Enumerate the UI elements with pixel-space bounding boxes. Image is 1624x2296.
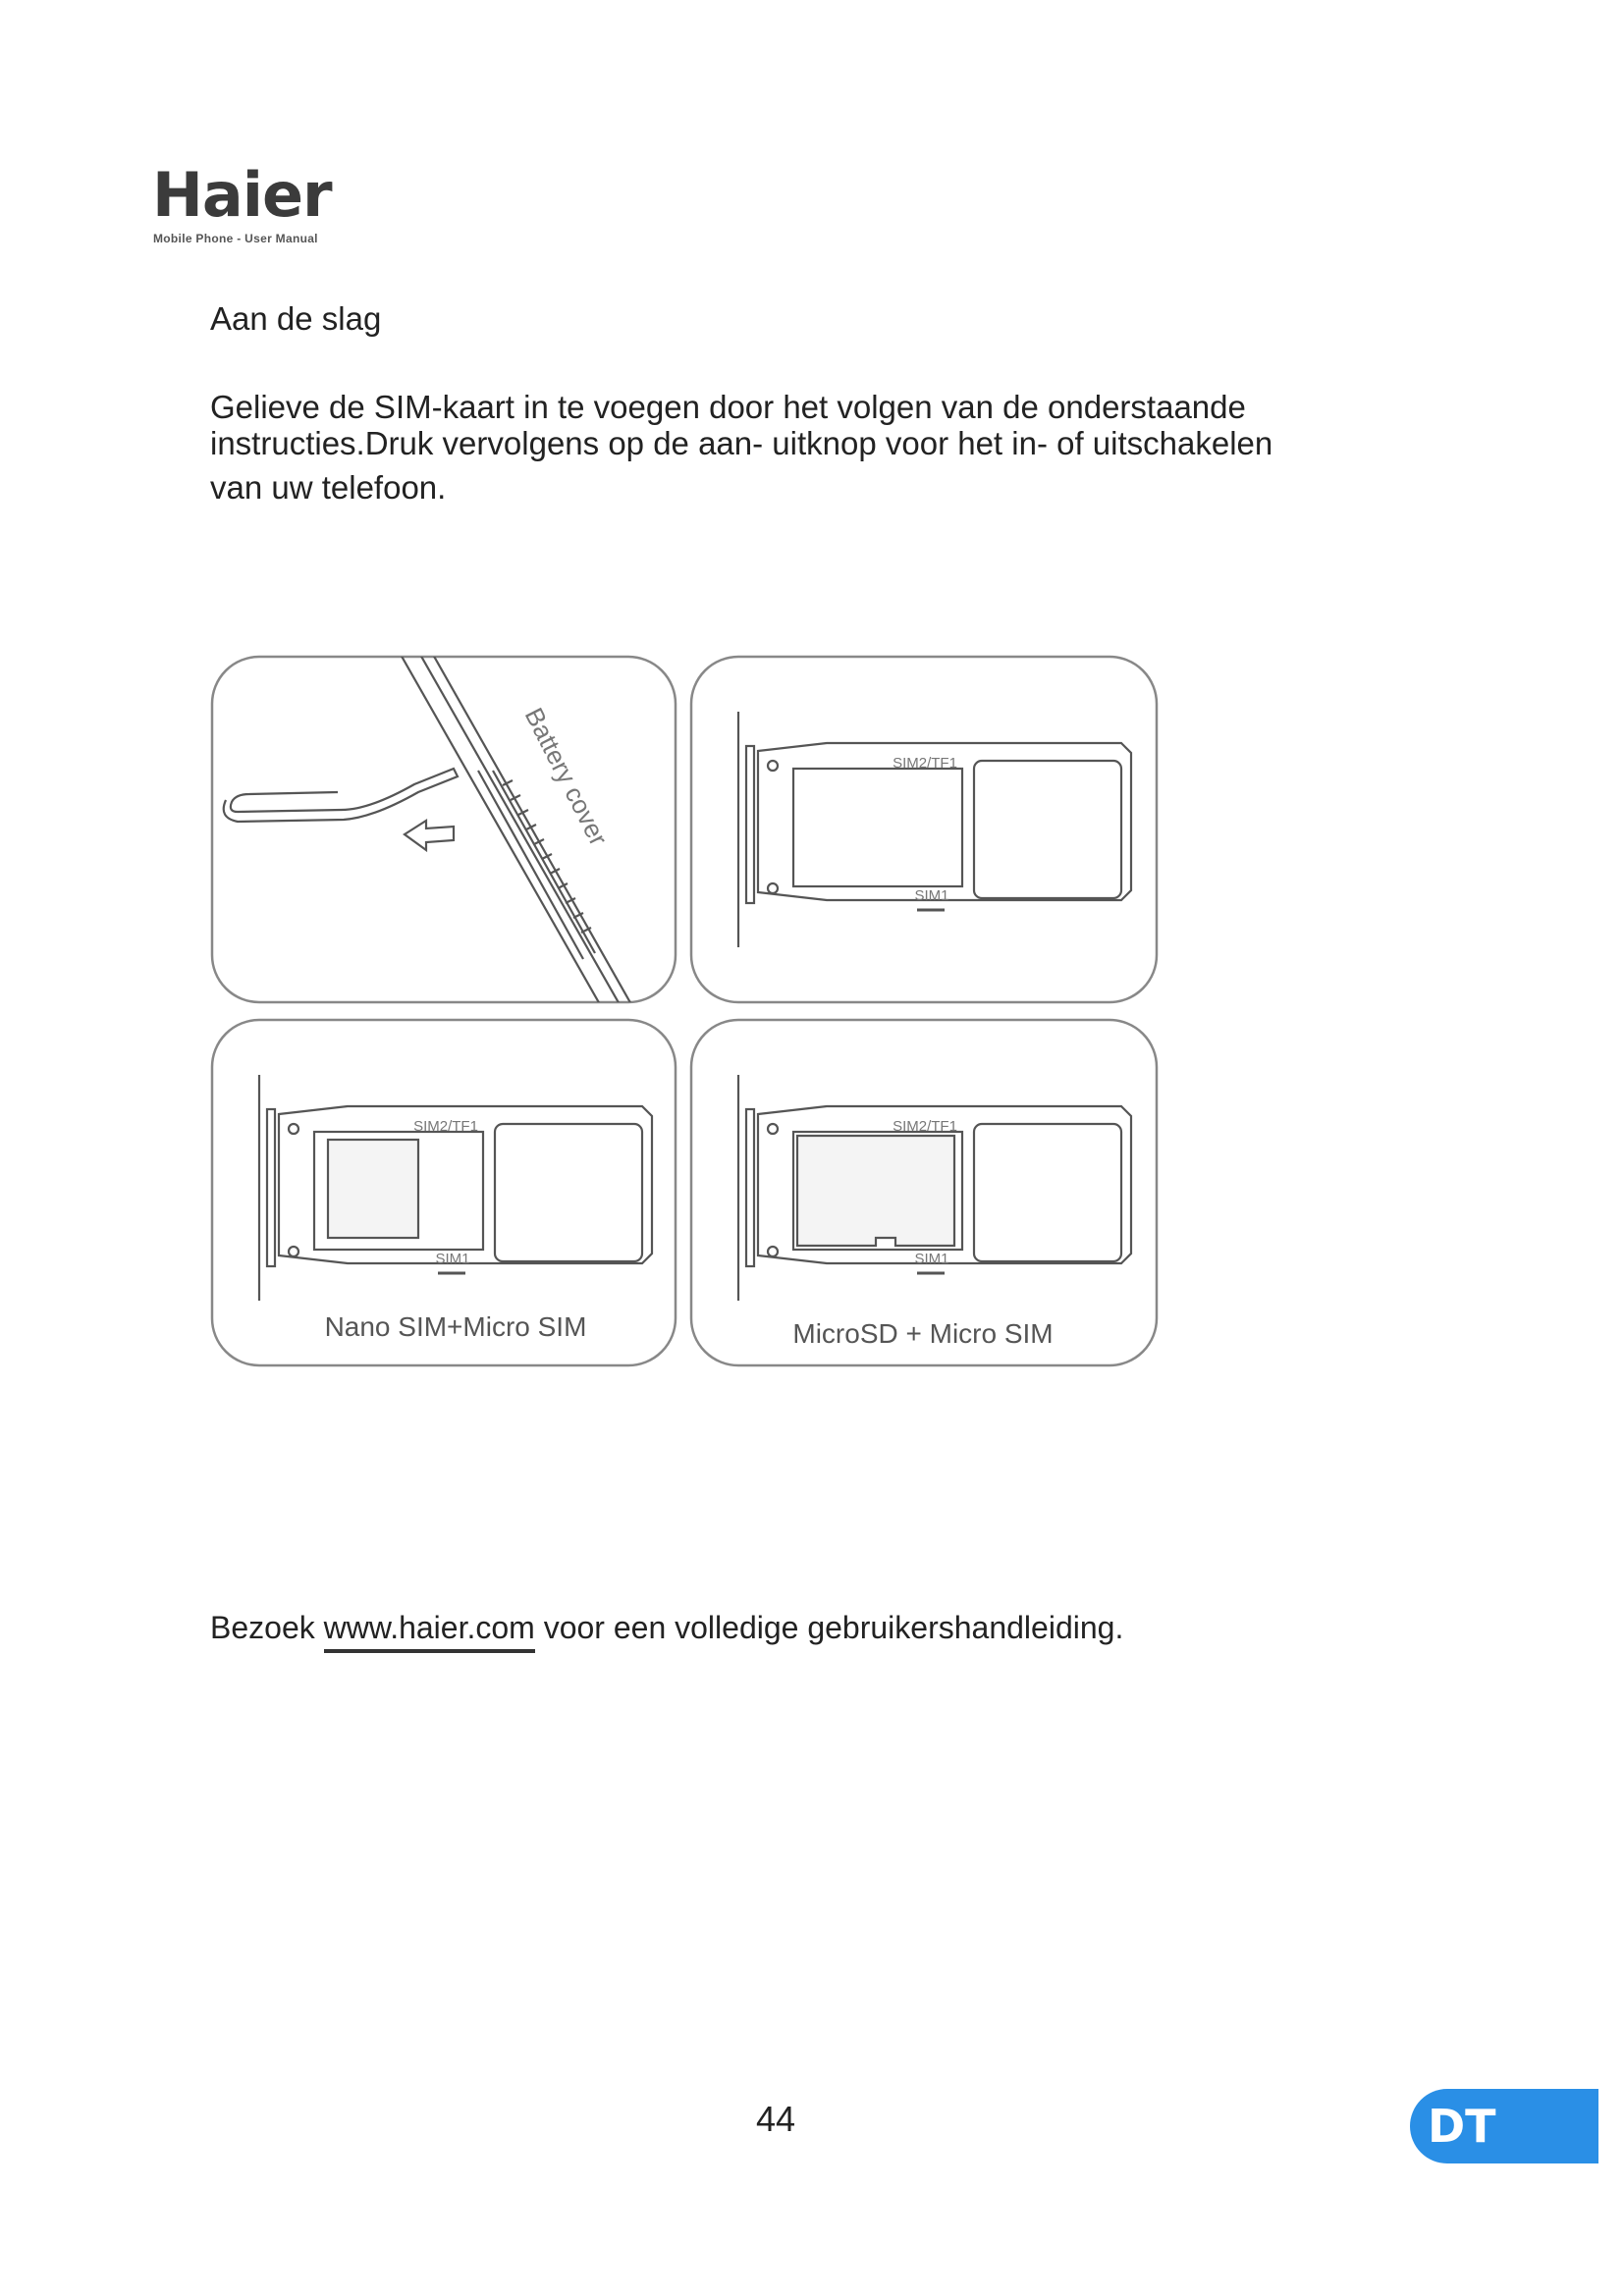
panel-nano-micro <box>212 1020 676 1365</box>
language-badge-label: DT <box>1428 2100 1496 2153</box>
slot-bottom-label-4: SIM1 <box>914 1251 949 1267</box>
intro-line-2: instructies.Druk vervolgens op de aan- uitknop voor het in- of uitschakelen <box>210 425 1273 461</box>
caption-microsd-micro: MicroSD + Micro SIM <box>792 1318 1054 1349</box>
haier-logo: Haier <box>152 159 332 231</box>
footer-suffix: voor een volledige gebruikershandleiding. <box>543 1610 1124 1645</box>
intro-line-3: van uw telefoon. <box>210 469 447 506</box>
footer-note <box>210 1610 1123 1646</box>
slot-top-label-3: SIM2/TF1 <box>413 1118 478 1135</box>
slot-bottom-label-3: SIM1 <box>435 1251 470 1267</box>
panel-microsd-micro <box>691 1020 1157 1365</box>
caption-nano-micro: Nano SIM+Micro SIM <box>324 1311 587 1342</box>
intro-paragraph <box>210 389 1388 506</box>
sim-figure-svg <box>208 653 1161 1379</box>
sim-insertion-figure <box>208 653 1161 1379</box>
language-badge <box>1410 2089 1598 2163</box>
section-heading: Aan de slag <box>210 300 382 337</box>
footer-prefix: Bezoek <box>210 1610 315 1645</box>
panel-eject-pin <box>212 653 676 1006</box>
battery-cover-label: Battery cover <box>518 703 614 851</box>
intro-line-1: Gelieve de SIM-kaart in te voegen door het volgen van de onderstaande <box>210 389 1246 425</box>
panel-empty-tray <box>691 657 1157 1002</box>
logo-subtitle: Mobile Phone - User Manual <box>153 232 318 245</box>
slot-bottom-label-2: SIM1 <box>914 887 949 904</box>
slot-top-label-4: SIM2/TF1 <box>893 1118 957 1135</box>
slot-top-label-2: SIM2/TF1 <box>893 755 957 772</box>
page-number: 44 <box>755 2099 796 2139</box>
haier-website-link[interactable]: www.haier.com <box>324 1610 535 1653</box>
